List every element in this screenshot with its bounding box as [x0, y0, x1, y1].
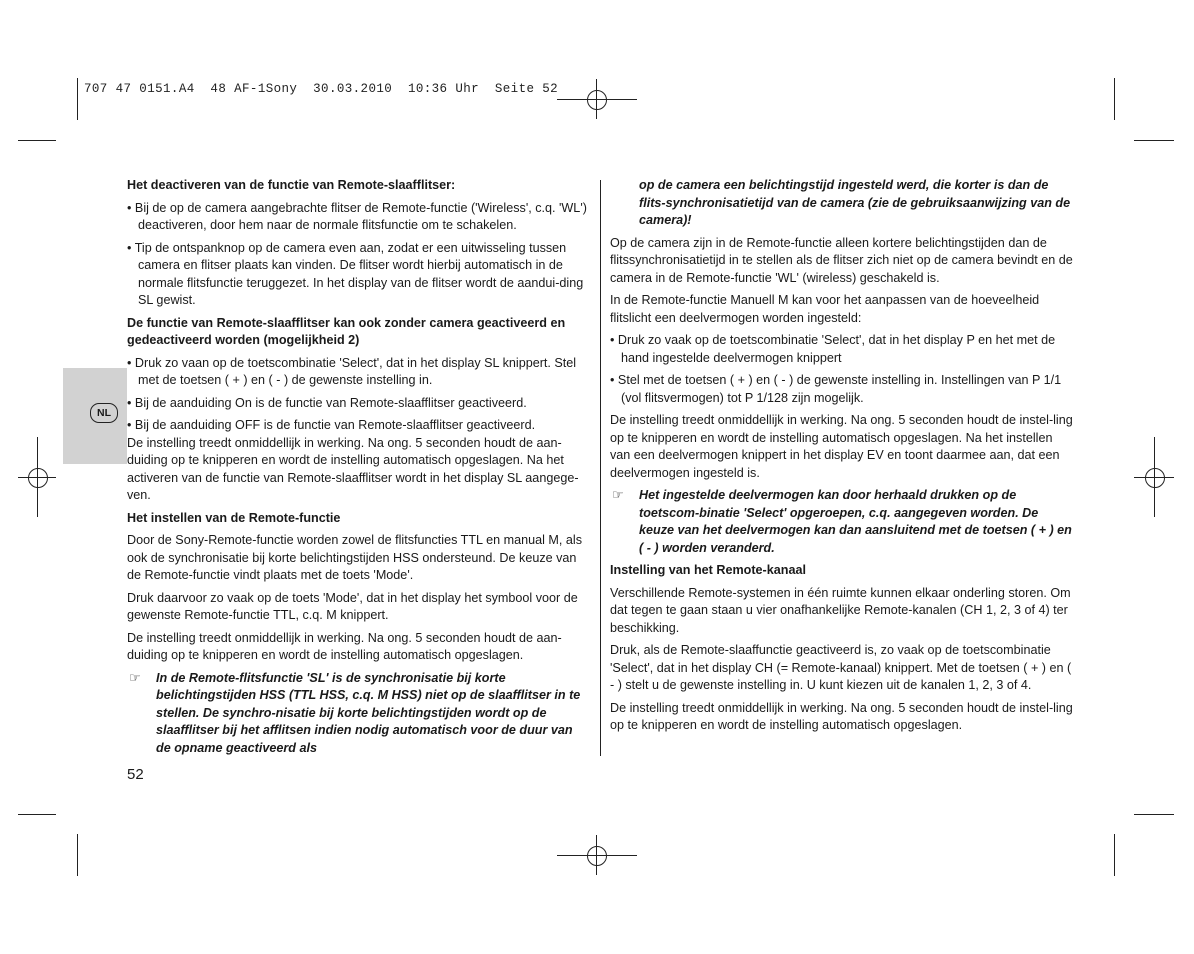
paragraph: Op de camera zijn in de Remote-functie alleen kortere belichtingstijden dan de flitssynchronisatietijd in te stellen als de flitser zich niet op de camera bevindt en de camera in de Remote-functie 'WL' (wireless) geschakeld is.	[610, 235, 1073, 285]
note	[127, 670, 589, 758]
crop-mark	[77, 834, 78, 876]
note-text: Het ingestelde deelvermogen kan door herhaald drukken op de toetscom-binatie 'Select' opgeroepen, c.q. aangegeven worden. De keuze van het deelvermogen kan dan aansluitend met de toetsen ( + ) en ( - ) worden veranderd.	[639, 488, 1072, 555]
list-item: • Bij de aanduiding On is de functie van Remote-slaafflitser geactiveerd.	[127, 395, 589, 413]
registration-circle-icon	[587, 90, 607, 110]
left-column	[127, 177, 589, 757]
right-column	[610, 177, 1074, 740]
paragraph: De instelling treedt onmiddellijk in werking. Na ong. 5 seconden houdt de aan-duiding op te knipperen en wordt de instelling automatisch opgeslagen. Na het activeren van de functie van Remote-slaafflitser wordt in het display SL aangege-ven.	[127, 435, 579, 502]
crop-mark	[1134, 140, 1174, 141]
crop-mark	[1134, 814, 1174, 815]
list-item: • Druk zo vaak op de toetscombinatie 'Select', dat in het display P en het met de hand ingestelde deelvermogen knippert	[610, 332, 1074, 367]
list-item: • Druk zo vaan op de toetscombinatie 'Select', dat in het display SL knippert. Stel met de toetsen ( + ) en ( - ) de gewenste instelling in.	[127, 355, 589, 390]
paragraph: Verschillende Remote-systemen in één ruimte kunnen elkaar onderling storen. Om dat tegen te gaan staan u vier onafhankelijke Remote-kanalen (CH 1, 2, 3 of 4) ter beschikking.	[610, 585, 1071, 635]
crop-mark	[18, 140, 56, 141]
note-continued: op de camera een belichtingstijd ingesteld werd, die korter is dan de flits-synchronisatietijd van de camera (zie de gebruiksaanwijzing van de camera)!	[639, 178, 1071, 227]
paragraph: De instelling treedt onmiddellijk in werking. Na ong. 5 seconden houdt de aan-duiding op te knipperen en wordt de instelling automatisch opgeslagen.	[127, 630, 562, 662]
section-heading: Het deactiveren van de functie van Remote-slaafflitser:	[127, 178, 456, 192]
note	[610, 487, 1074, 557]
paragraph: Druk daarvoor zo vaak op de toets 'Mode', dat in het display het symbool voor de gewenste Remote-functie TTL, c.q. M knippert.	[127, 590, 578, 622]
registration-circle-icon	[28, 468, 48, 488]
crop-mark	[1114, 78, 1115, 120]
registration-circle-icon	[1145, 468, 1165, 488]
list-item: • Stel met de toetsen ( + ) en ( - ) de gewenste instelling in. Instellingen van P 1/1 (vol flitsvermogen) tot P 1/128 zijn mogelijk.	[610, 372, 1074, 407]
crop-mark	[1114, 834, 1115, 876]
section-heading: Het instellen van de Remote-functie	[127, 510, 341, 525]
paragraph: Door de Sony-Remote-functie worden zowel de flitsfuncties TTL en manual M, als ook de synchronisatie bij korte belichtingstijden HSS ondersteund. De keuze van de Remote-functie vindt plaats met de toets 'Mode'.	[127, 533, 582, 582]
list-item: • Bij de aanduiding OFF is de functie van Remote-slaafflitser geactiveerd.	[127, 417, 589, 435]
paragraph: In de Remote-functie Manuell M kan voor het aanpassen van de hoeveelheid flitslicht een deelvermogen worden ingesteld:	[610, 293, 1040, 325]
pointing-hand-icon: ☞	[129, 669, 141, 685]
note-text: In de Remote-flitsfunctie 'SL' is de synchronisatie bij korte belichtingstijden HSS (TTL HSS, c.q. M HSS) niet op de slaafflitser in te stellen. De synchro-nisatie bij korte belichtingstijden wordt op de slaafflitser bij het afflitsen indien nodig automatisch voor de duur van de opname geactiveerd als	[156, 670, 581, 755]
section-heading: Instelling van het Remote-kanaal	[610, 563, 806, 577]
language-badge: NL	[90, 403, 118, 423]
list-item: • Tip de ontspanknop op de camera even aan, zodat er een uitwisseling tussen camera en flitser plaats kan vinden. De flitser wordt hierbij automatisch in de normale flitsfunctie teruggezet. In het display van de flitser wordt de aandui-ding SL gewist.	[127, 240, 589, 310]
crop-mark	[77, 78, 78, 120]
paragraph: Druk, als de Remote-slaaffunctie geactiveerd is, zo vaak op de toetscombinatie 'Select', dat in het display CH (= Remote-kanaal) knippert. Met de toetsen ( + ) en ( - ) stelt u de gewenste instelling in. U kunt kiezen uit de kanalen 1, 2, 3 of 4.	[610, 643, 1072, 692]
crop-mark	[18, 814, 56, 815]
pointing-hand-icon: ☞	[612, 487, 624, 502]
list-item: • Bij de op de camera aangebrachte flitser de Remote-functie ('Wireless', c.q. 'WL') deactiveren, door hem naar de normale flitsfunctie om te schakelen.	[127, 200, 589, 235]
column-divider	[600, 180, 601, 756]
registration-circle-icon	[587, 846, 607, 866]
print-header: 707 47 0151.A4 48 AF-1Sony 30.03.2010 10:36 Uhr Seite 52	[84, 82, 559, 96]
page-number: 52	[127, 766, 144, 783]
section-heading: De functie van Remote-slaafflitser kan ook zonder camera geactiveerd en gedeactiveerd worden (mogelijkheid 2)	[127, 315, 566, 347]
paragraph: De instelling treedt onmiddellijk in werking. Na ong. 5 seconden houdt de instel-ling op te knipperen en wordt de instelling automatisch opgeslagen.	[610, 700, 1073, 732]
paragraph: De instelling treedt onmiddellijk in werking. Na ong. 5 seconden houdt de instel-ling op te knipperen en wordt de instelling automatisch opgeslagen. Na het instellen van een deelvermogen knippert in het display EV en toont daarmee aan, dat een deelvermogen ingesteld is.	[610, 413, 1073, 480]
